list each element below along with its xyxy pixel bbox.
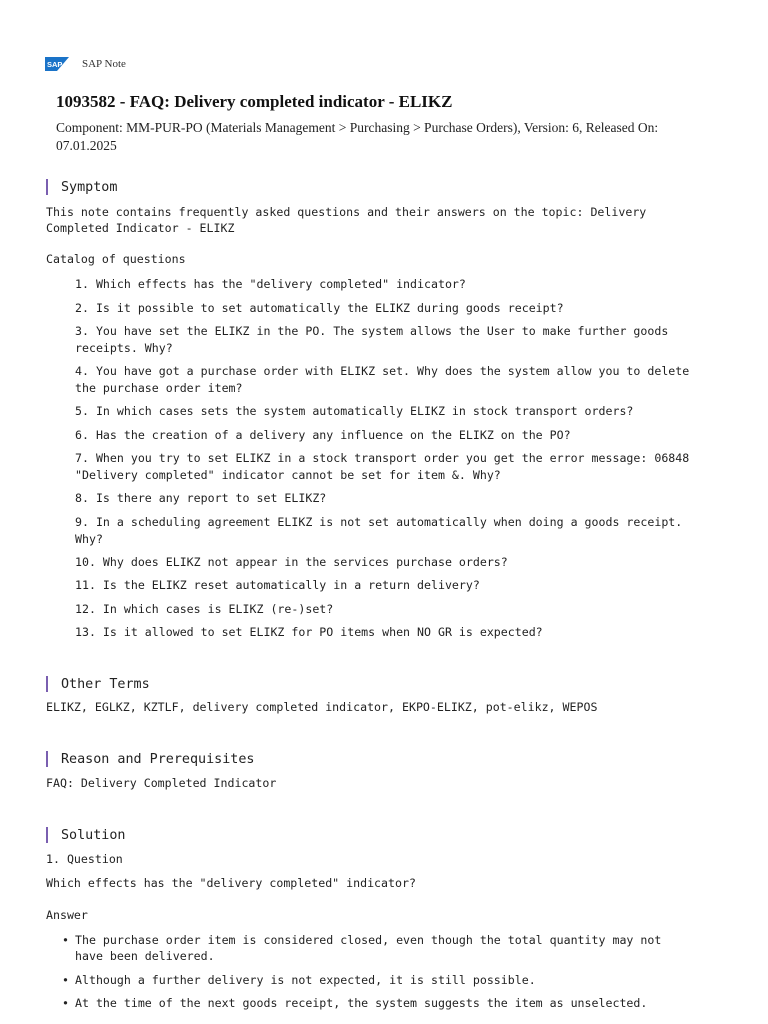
question-text: 11. Is the ELIKZ reset automatically in a return delivery? xyxy=(75,578,480,592)
question-text-cont: "Delivery completed" indicator cannot be set for item &. Why? xyxy=(75,468,501,482)
question-item xyxy=(75,427,571,444)
solution-question-label: 1. Question xyxy=(46,852,123,866)
bullet-text-line: Although a further delivery is not expected, it is still possible. xyxy=(75,973,536,987)
note-header xyxy=(45,56,126,72)
bullet-text xyxy=(75,995,647,1011)
question-text: 9. In a scheduling agreement ELIKZ is not set automatically when doing a goods receipt. xyxy=(75,515,683,529)
page-title: 1093582 - FAQ: Delivery completed indicator - ELIKZ xyxy=(56,92,453,111)
catalog-label: Catalog of questions xyxy=(46,252,186,266)
question-text: 1. Which effects has the "delivery completed" indicator? xyxy=(75,277,466,291)
question-item xyxy=(75,403,633,420)
bullet-text-line: The purchase order item is considered closed, even though the total quantity may not xyxy=(75,933,662,947)
question-text-cont: the purchase order item? xyxy=(75,381,243,395)
bullet-text xyxy=(75,972,536,988)
question-item xyxy=(75,363,689,397)
section-title: Symptom xyxy=(61,179,118,195)
bullet-text xyxy=(75,932,661,964)
solution-question-text: Which effects has the "delivery completed" indicator? xyxy=(46,876,416,890)
section-solution-heading xyxy=(46,827,126,843)
question-text: 6. Has the creation of a delivery any influence on the ELIKZ on the PO? xyxy=(75,428,571,442)
question-text: 3. You have set the ELIKZ in the PO. The system allows the User to make further goods xyxy=(75,324,669,338)
bullet-dot-icon: • xyxy=(62,996,69,1010)
bullet-dot-icon: • xyxy=(62,933,69,947)
bullet-text-line: have been delivered. xyxy=(75,949,215,963)
section-title: Reason and Prerequisites xyxy=(61,751,255,767)
section-reason-heading xyxy=(46,751,254,767)
question-item xyxy=(75,450,689,484)
question-text: 13. Is it allowed to set ELIKZ for PO items when NO GR is expected? xyxy=(75,625,543,639)
question-text: 10. Why does ELIKZ not appear in the services purchase orders? xyxy=(75,555,508,569)
question-text: 12. In which cases is ELIKZ (re-)set? xyxy=(75,602,334,616)
bullet-text-line: At the time of the next goods receipt, the system suggests the item as unselected. xyxy=(75,996,648,1010)
section-marker xyxy=(46,676,48,692)
symptom-intro-line-1: This note contains frequently asked questions and their answers on the topic: Delivery xyxy=(46,205,647,219)
component-info xyxy=(56,119,736,155)
component-line-2: 07.01.2025 xyxy=(56,138,117,153)
section-title: Other Terms xyxy=(61,676,150,692)
question-item xyxy=(75,577,480,594)
section-marker xyxy=(46,751,48,767)
other-terms-text: ELIKZ, EGLKZ, KZTLF, delivery completed indicator, EKPO-ELIKZ, pot-elikz, WEPOS xyxy=(46,700,598,714)
symptom-intro xyxy=(46,204,646,236)
section-marker xyxy=(46,179,48,195)
question-text: 7. When you try to set ELIKZ in a stock transport order you get the error message: 06848 xyxy=(75,451,690,465)
reason-text: FAQ: Delivery Completed Indicator xyxy=(46,776,277,790)
section-other-terms-heading xyxy=(46,676,150,692)
question-item xyxy=(75,601,333,618)
question-text-cont: Why? xyxy=(75,532,103,546)
header-label: SAP Note xyxy=(82,58,126,70)
svg-text:SAP: SAP xyxy=(47,60,63,69)
question-text: 5. In which cases sets the system automatically ELIKZ in stock transport orders? xyxy=(75,404,634,418)
question-item xyxy=(75,624,543,641)
component-line-1: Component: MM-PUR-PO (Materials Management > Purchasing > Purchase Orders), Version: 6, Released On: xyxy=(56,120,659,135)
question-item xyxy=(75,300,564,317)
symptom-intro-line-2: Completed Indicator - ELIKZ xyxy=(46,221,235,235)
section-symptom-heading xyxy=(46,179,117,195)
answer-label: Answer xyxy=(46,908,88,922)
question-text: 8. Is there any report to set ELIKZ? xyxy=(75,491,327,505)
bullet-dot-icon: • xyxy=(62,973,69,987)
section-title: Solution xyxy=(61,827,126,843)
question-text: 4. You have got a purchase order with ELIKZ set. Why does the system allow you to delete xyxy=(75,364,690,378)
question-item xyxy=(75,276,466,293)
question-text-cont: receipts. Why? xyxy=(75,341,173,355)
sap-logo-icon xyxy=(45,57,69,71)
question-text: 2. Is it possible to set automatically the ELIKZ during goods receipt? xyxy=(75,301,564,315)
question-item xyxy=(75,554,508,571)
question-item xyxy=(75,514,682,548)
question-item xyxy=(75,323,668,357)
section-marker xyxy=(46,827,48,843)
question-item xyxy=(75,490,326,507)
